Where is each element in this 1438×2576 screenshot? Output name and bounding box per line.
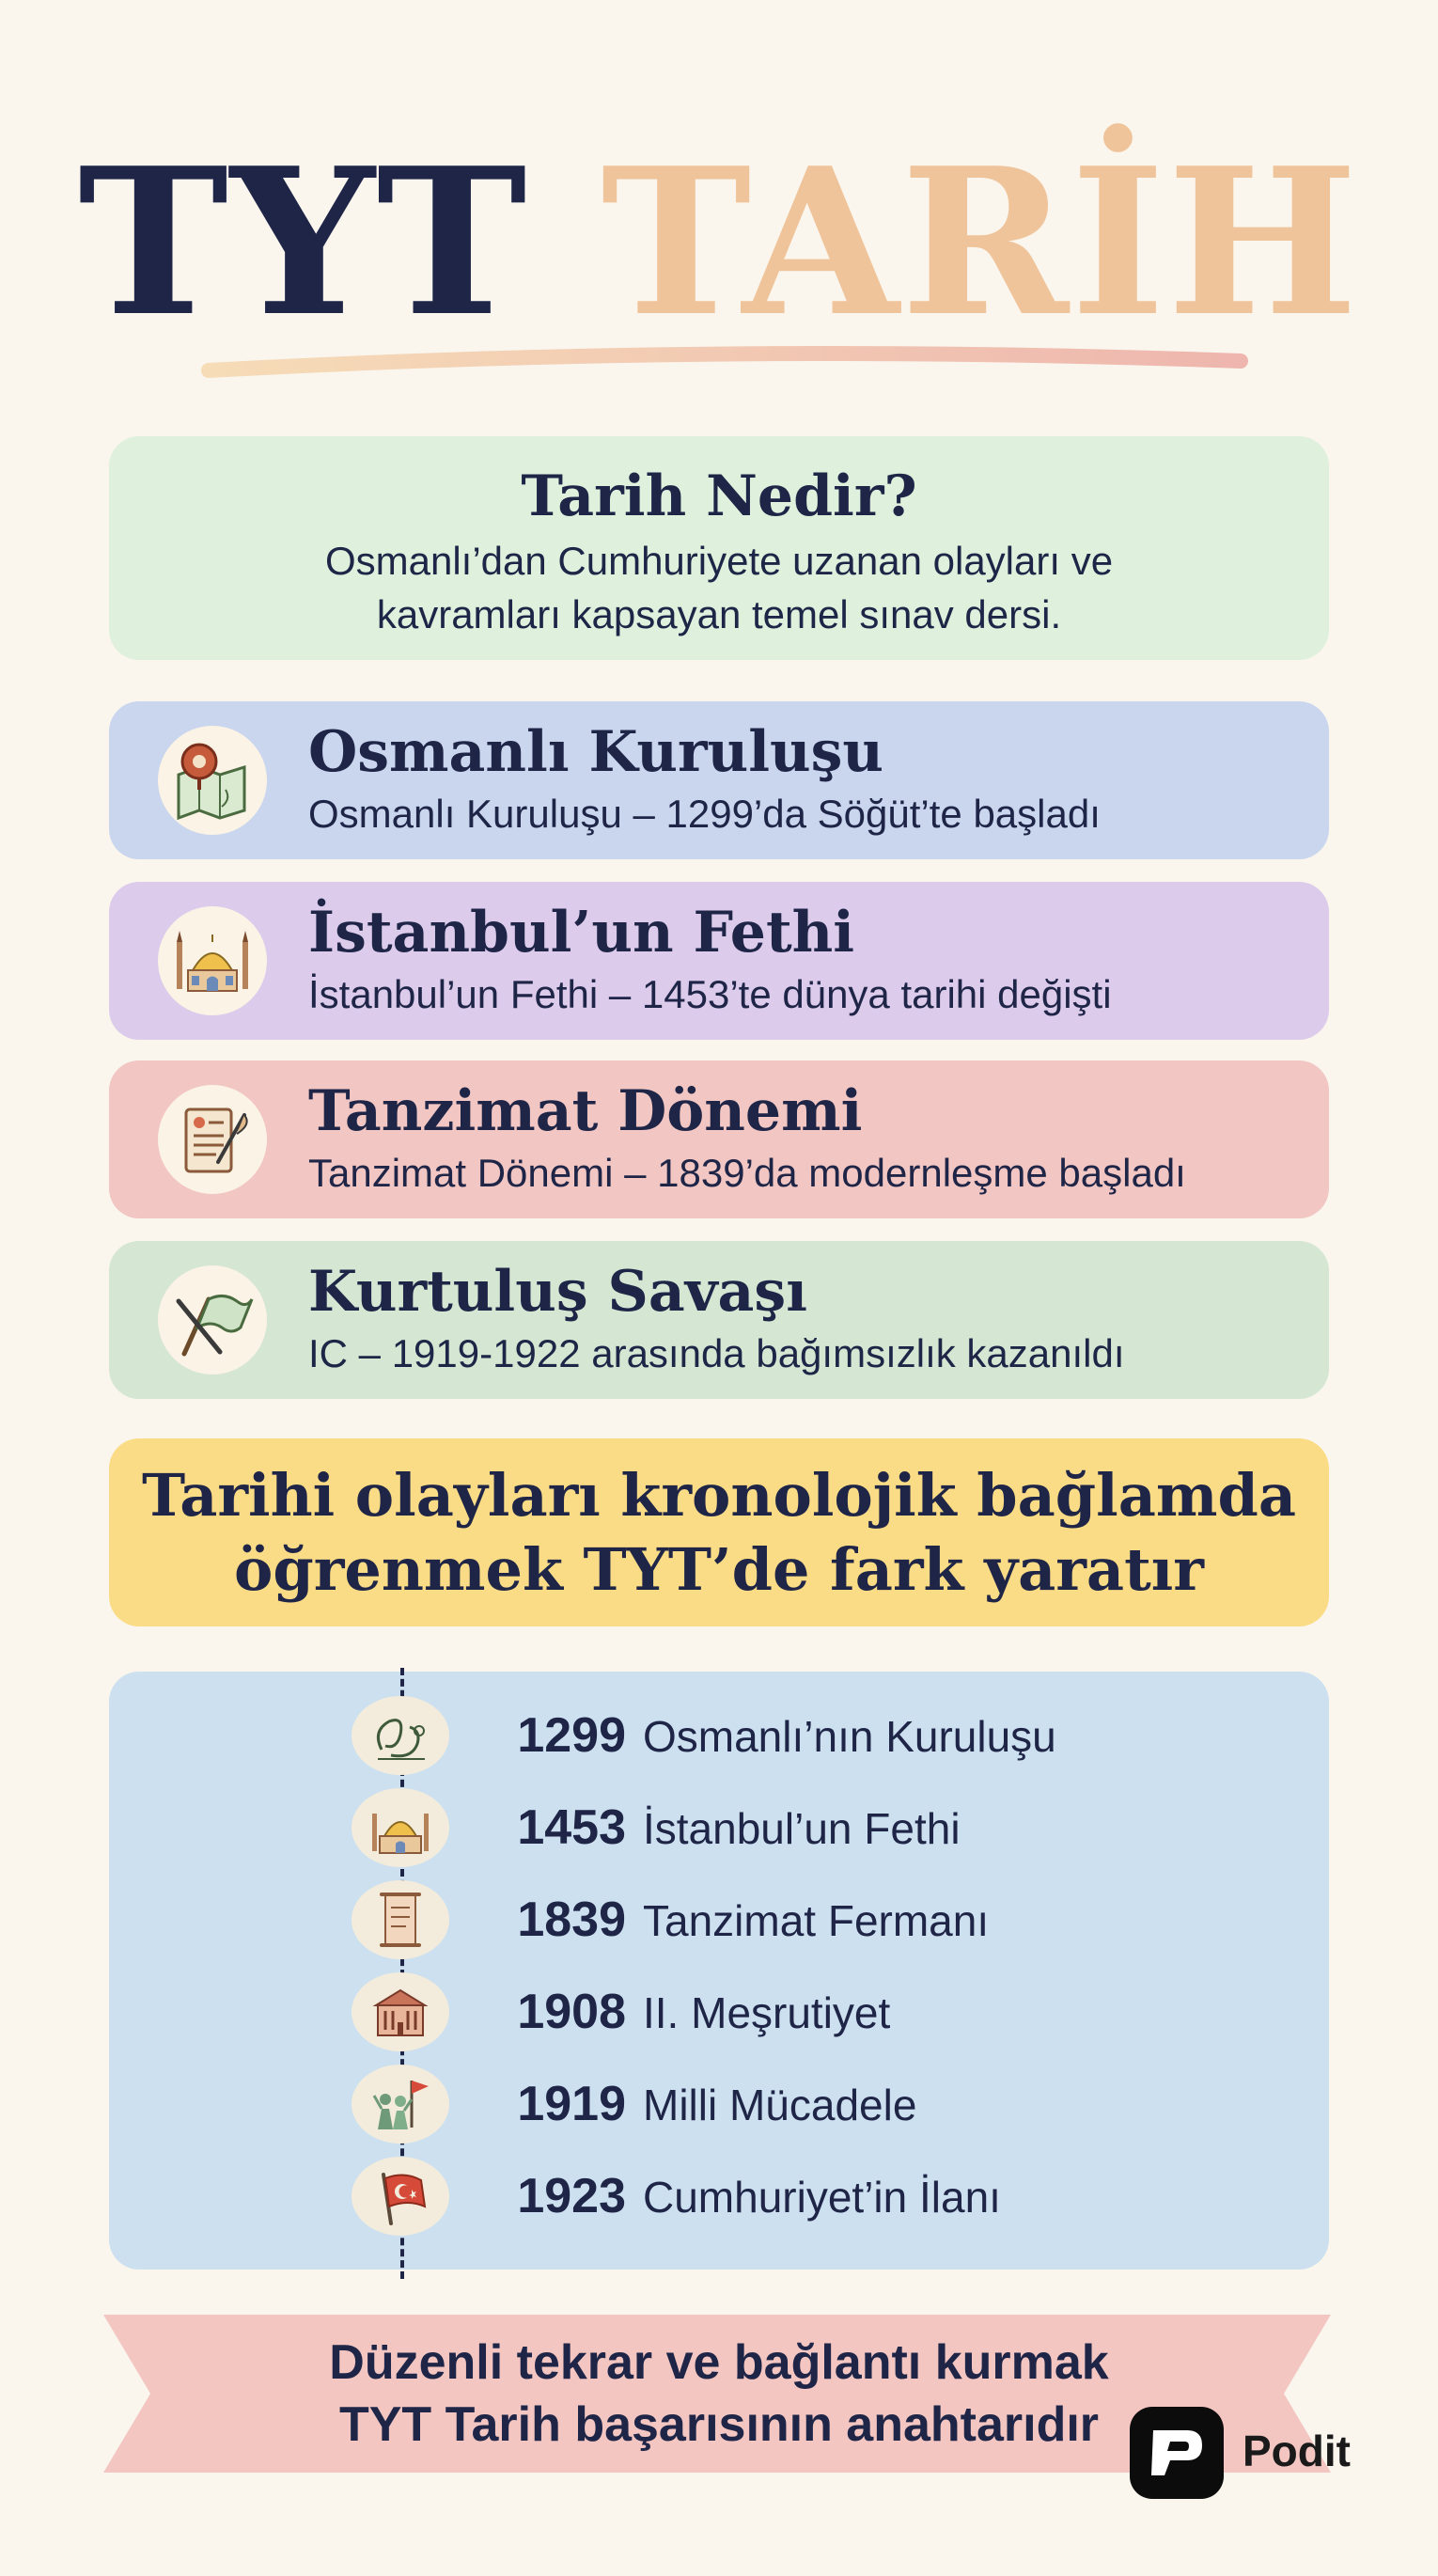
timeline-year: 1839	[517, 1893, 626, 1947]
timeline-event: II. Meşrutiyet	[643, 1988, 891, 2037]
timeline-row	[109, 1880, 1329, 1965]
timeline-row	[109, 1696, 1329, 1781]
parliament-icon	[352, 1972, 449, 2051]
timeline-year: 1453	[517, 1800, 626, 1855]
podit-logo-icon	[1130, 2407, 1224, 2499]
timeline-row	[109, 2065, 1329, 2149]
intro-heading: Tarih Nedir?	[521, 463, 917, 529]
timeline-year: 1299	[517, 1708, 626, 1763]
topic-desc: Tanzimat Dönemi – 1839’da modernleşme başladı	[308, 1151, 1186, 1195]
people-flag-icon	[352, 2065, 449, 2144]
timeline-row	[109, 2157, 1329, 2241]
footer-line-1: Düzenli tekrar ve bağlantı kurmak	[329, 2335, 1109, 2390]
topic-desc: İstanbul’un Fethi – 1453’te dünya tarihi değişti	[308, 972, 1112, 1016]
timeline-event: Cumhuriyet’in İlanı	[643, 2173, 1001, 2222]
topic-card-tanzimat	[109, 1060, 1329, 1218]
timeline-event: Tanzimat Fermanı	[643, 1896, 990, 1945]
timeline-event: İstanbul’un Fethi	[643, 1804, 961, 1853]
topic-title: Kurtuluş Savaşı	[308, 1259, 808, 1325]
callout-line-2: öğrenmek TYT’de fark yaratır	[234, 1534, 1204, 1604]
timeline-year: 1919	[517, 2077, 626, 2131]
timeline-event: Milli Mücadele	[643, 2081, 917, 2129]
turkish-flag-icon	[352, 2157, 449, 2236]
mosque-icon	[352, 1788, 449, 1867]
intro-line-1: Osmanlı’dan Cumhuriyete uzanan olayları ve	[324, 539, 1114, 583]
topic-desc: IC – 1919-1922 arasında bağımsızlık kazanıldı	[308, 1331, 1125, 1375]
timeline-year: 1923	[517, 2169, 626, 2223]
tughra-icon	[352, 1696, 449, 1775]
topic-card-kurtulus-savasi	[109, 1241, 1329, 1399]
timeline-card	[109, 1672, 1329, 2270]
intro-card	[109, 436, 1329, 660]
timeline-event: Osmanlı’nın Kuruluşu	[643, 1712, 1056, 1761]
callout-line-1: Tarihi olayları kronolojik bağlamda	[141, 1461, 1296, 1530]
page-title	[0, 123, 1438, 361]
scroll-icon	[352, 1880, 449, 1959]
topic-card-osmanli-kurulusu	[109, 701, 1329, 859]
timeline-row	[109, 1788, 1329, 1873]
callout-card	[109, 1438, 1329, 1626]
topic-desc: Osmanlı Kuruluşu – 1299’da Söğüt’te başladı	[308, 792, 1101, 836]
title-underline	[201, 346, 1248, 380]
title-tarih: TARİH	[601, 123, 1360, 361]
topic-title: Osmanlı Kuruluşu	[308, 719, 884, 785]
topic-title: Tanzimat Dönemi	[308, 1078, 863, 1144]
timeline-row	[109, 1972, 1329, 2057]
brand-name: Podit	[1243, 2427, 1351, 2475]
map-pin-icon	[158, 726, 267, 835]
timeline-year: 1908	[517, 1985, 626, 2039]
footer-line-2: TYT Tarih başarısının anahtarıdır	[338, 2397, 1100, 2453]
flag-icon	[158, 1265, 267, 1374]
topic-title: İstanbul’un Fethi	[308, 900, 855, 966]
mosque-icon	[158, 906, 267, 1015]
topic-card-istanbul-fethi	[109, 882, 1329, 1040]
title-tyt: TYT	[78, 123, 529, 361]
intro-line-2: kavramları kapsayan temel sınav dersi.	[376, 591, 1062, 636]
scroll-quill-icon	[158, 1085, 267, 1194]
